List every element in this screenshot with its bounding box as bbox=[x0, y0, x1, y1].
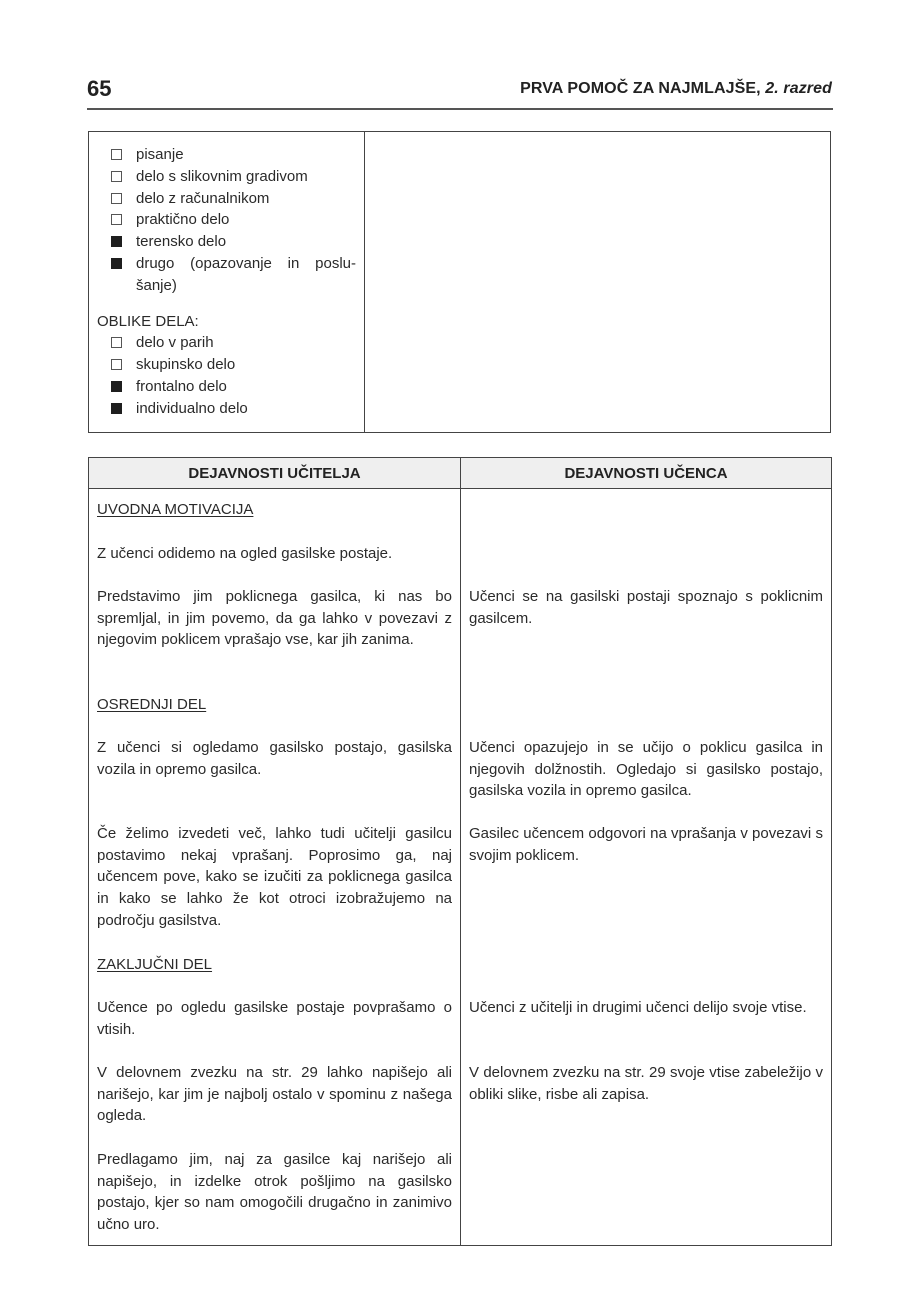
table-header-row bbox=[89, 458, 831, 489]
student-activity: Učenci opazujejo in se učijo o poklicu gasilca in njegovih dolžnostih. Ogledajo si gasilsko postajo, gasilska vozila in opremo gasilca. bbox=[469, 739, 823, 800]
method-item bbox=[97, 166, 356, 188]
method-item bbox=[97, 231, 356, 253]
student-activity: Učenci se na gasilski postaji spoznajo s poklicnim gasilcem. bbox=[469, 588, 823, 627]
student-activity: Učenci z učitelji in drugimi učenci delijo svoje vtise. bbox=[469, 999, 807, 1016]
checkbox-checked-icon bbox=[111, 236, 122, 247]
teacher-activity: Učence po ogledu gasilske postaje povprašamo o vtisih. bbox=[97, 999, 452, 1038]
book-title: PRVA POMOČ ZA NAJMLAJŠE, bbox=[520, 80, 761, 97]
method-label: delo z računalnikom bbox=[136, 189, 270, 207]
table-body bbox=[89, 489, 831, 1245]
work-form-label: individualno delo bbox=[136, 399, 248, 417]
teacher-activity: Z učenci odidemo na ogled gasilske postaje. bbox=[97, 545, 393, 562]
checkbox-unchecked-icon bbox=[111, 359, 122, 370]
header-divider bbox=[87, 108, 833, 110]
work-form-item bbox=[97, 376, 356, 398]
work-forms-title: OBLIKE DELA: bbox=[97, 312, 199, 330]
teacher-activity: Predlagamo jim, naj za gasilce kaj narišejo ali napišejo, in izdelke otrok pošljimo na gasilsko postajo, kjer so nam omogočili drugačno in zanimivo učno uro. bbox=[97, 1151, 452, 1234]
work-form-label: frontalno delo bbox=[136, 377, 227, 395]
checkbox-unchecked-icon bbox=[111, 149, 122, 160]
methods-cell bbox=[89, 132, 365, 432]
methods-table bbox=[88, 131, 831, 433]
book-grade: 2. razred bbox=[765, 80, 832, 97]
work-form-item bbox=[97, 354, 356, 376]
checkbox-checked-icon bbox=[111, 403, 122, 414]
page-number: 65 bbox=[87, 76, 112, 101]
teacher-activity: Predstavimo jim poklicnega gasilca, ki nas bo spremljal, in jim povemo, da ga lahko v povezavi z njegovim poklicem vprašajo vse, kar jih zanima. bbox=[97, 588, 452, 649]
method-label: praktično delo bbox=[136, 211, 230, 229]
student-activity: Gasilec učencem odgovori na vprašanja v povezavi s svojim poklicem. bbox=[469, 825, 823, 864]
student-column-header: DEJAVNOSTI UČENCA bbox=[564, 464, 728, 482]
work-form-item bbox=[97, 398, 356, 420]
section-heading-main: OSREDNJI DEL bbox=[97, 696, 207, 713]
method-label: pisanje bbox=[136, 146, 184, 163]
empty-cell bbox=[365, 132, 830, 432]
teacher-column bbox=[89, 489, 461, 1245]
student-activity: V delovnem zvezku na str. 29 svoje vtise zabeležijo v obliki slike, risbe ali zapisa. bbox=[469, 1064, 823, 1103]
teacher-column-header: DEJAVNOSTI UČITELJA bbox=[89, 458, 461, 488]
teacher-activity: Če želimo izvedeti več, lahko tudi učitelji gasilcu postavimo nekaj vprašanj. Poprosimo ga, naj učencem pove, kako se izučiti za poklicnega gasilca in kako se lahko že kot otroci izobražujemo na področju gasilstva. bbox=[97, 825, 452, 929]
section-heading-closing: ZAKLJUČNI DEL bbox=[97, 956, 213, 973]
method-label: drugo (opazovanje in poslu- šanje) bbox=[136, 254, 356, 294]
teacher-activity: V delovnem zvezku na str. 29 lahko napišejo ali narišejo, kar jim je najbolj ostalo v spominu z našega ogleda. bbox=[97, 1064, 452, 1125]
method-label: delo s slikovnim gradivom bbox=[136, 167, 308, 185]
method-item bbox=[97, 144, 356, 166]
method-item bbox=[97, 188, 356, 210]
checkbox-unchecked-icon bbox=[111, 171, 122, 182]
student-column bbox=[461, 489, 831, 1245]
work-form-label: skupinsko delo bbox=[136, 356, 236, 374]
checkbox-checked-icon bbox=[111, 258, 122, 269]
method-label: terensko delo bbox=[136, 233, 227, 251]
method-item bbox=[97, 253, 356, 297]
method-item bbox=[97, 209, 356, 231]
checkbox-unchecked-icon bbox=[111, 193, 122, 204]
work-form-label: delo v parih bbox=[136, 334, 214, 352]
running-head bbox=[520, 80, 832, 98]
work-form-item bbox=[97, 332, 356, 354]
teacher-activity: Z učenci si ogledamo gasilsko postajo, gasilska vozila in opremo gasilca. bbox=[97, 739, 452, 778]
checkbox-unchecked-icon bbox=[111, 214, 122, 225]
checkbox-checked-icon bbox=[111, 381, 122, 392]
section-heading-intro: UVODNA MOTIVACIJA bbox=[97, 501, 254, 518]
activities-table bbox=[88, 457, 832, 1246]
checkbox-unchecked-icon bbox=[111, 337, 122, 348]
